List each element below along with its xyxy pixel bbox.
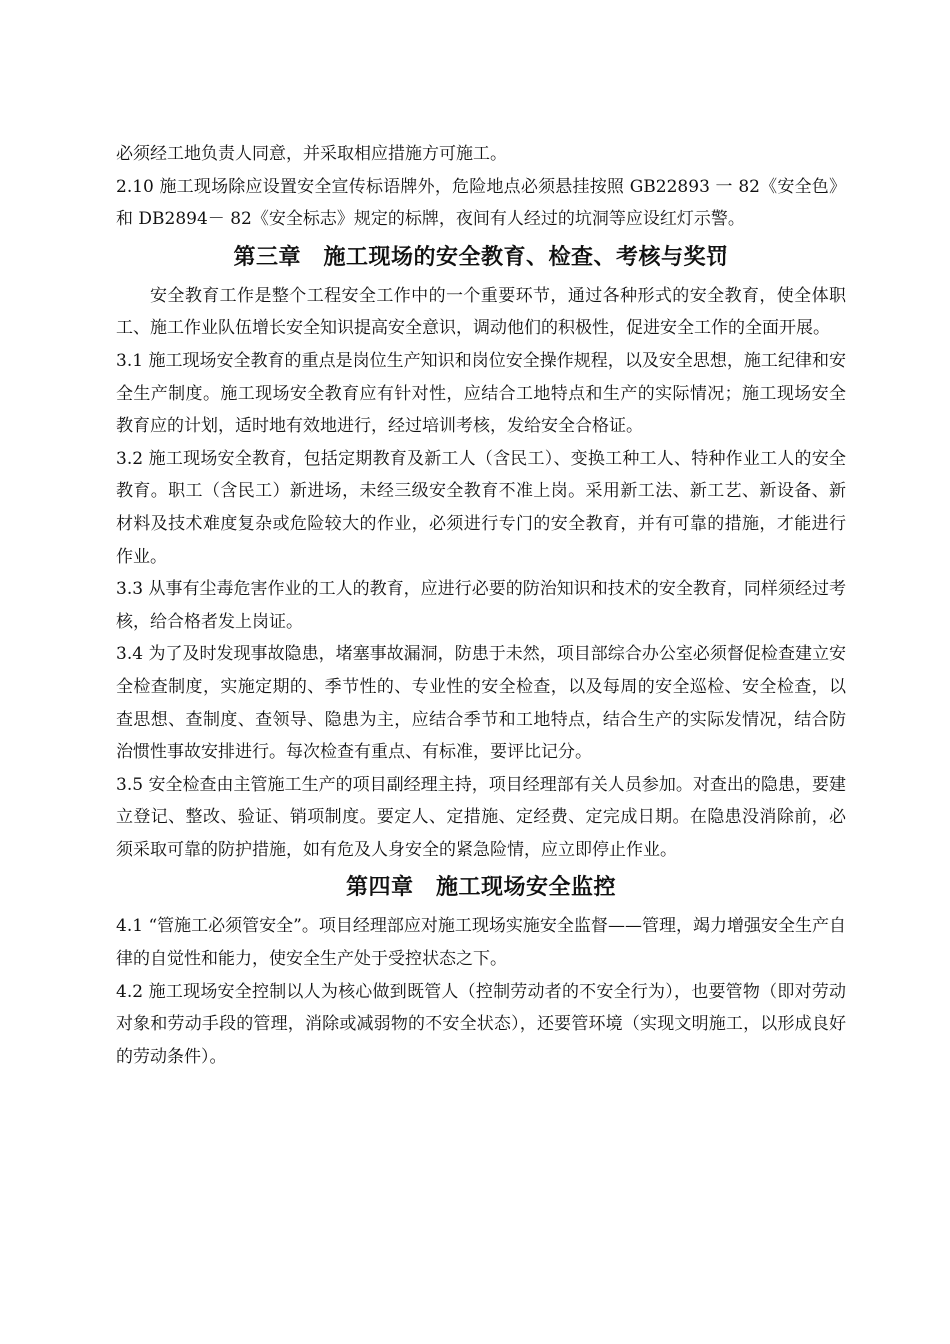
paragraph-2-10: 2.10 施工现场除应设置安全宣传标语牌外，危险地点必须悬挂按照 GB22893 一 82《安全色》和 DB2894－ 82《安全标志》规定的标牌，夜间有人经过的坑洞等应设红灯示警。 [116, 176, 846, 230]
paragraph-3-5: 3.5 安全检查由主管施工生产的项目副经理主持，项目经理部有关人员参加。对查出的隐患，要建立登记、整改、验证、销项制度。要定人、定措施、定经费、定完成日期。在隐患没消除前，必须采取可靠的防护措施，如有危及人身安全的紧急险情，应立即停止作业。 [116, 774, 846, 860]
paragraph-continuation: 必须经工地负责人同意，并采取相应措施方可施工。 [116, 144, 507, 164]
paragraph-3-4: 3.4 为了及时发现事故隐患，堵塞事故漏洞，防患于未然，项目部综合办公室必须督促检查建立安全检查制度，实施定期的、季节性的、专业性的安全检查，以及每周的安全巡检、安全检查，以查思想、查制度、查领导、隐患为主，应结合季节和工地特点，结合生产的实际发情况，结合防治惯性事故安排进行。每次检查有重点、有标准，要评比记分。 [116, 644, 846, 763]
paragraph-3-3: 3.3 从事有尘毒危害作业的工人的教育，应进行必要的防治知识和技术的安全教育，同样须经过考核，给合格者发上岗证。 [116, 579, 846, 632]
paragraph-3-2: 3.2 施工现场安全教育，包括定期教育及新工人（含民工）、变换工种工人、特种作业工人的安全教育。职工（含民工）新进场，未经三级安全教育不准上岗。采用新工法、新工艺、新设备、新材料及技术难度复杂或危险较大的作业，必须进行专门的安全教育，并有可靠的措施，才能进行作业。 [116, 448, 846, 567]
chapter-3-heading: 第三章 施工现场的安全教育、检查、考核与奖罚 [233, 244, 729, 270]
paragraph-4-1: 4.1 “管施工必须管安全”。项目经理部应对施工现场实施安全监督——管理，竭力增强安全生产自律的自觉性和能力，使安全生产处于受控状态之下。 [116, 916, 846, 970]
paragraph-3-1: 3.1 施工现场安全教育的重点是岗位生产知识和岗位安全操作规程，以及安全思想，施工纪律和安全生产制度。施工现场安全教育应有针对性，应结合工地特点和生产的实际情况；施工现场安全教育应的计划，适时地有效地进行，经过培训考核，发给安全合格证。 [116, 350, 846, 437]
document-body [116, 138, 846, 1073]
chapter-4-heading: 第四章 施工现场安全监控 [345, 875, 616, 901]
chapter-3-intro: 安全教育工作是整个工程安全工作中的一个重要环节，通过各种形式的安全教育，使全体职工、施工作业队伍增长安全知识提高安全意识，调动他们的积极性，促进安全工作的全面开展。 [116, 285, 846, 339]
paragraph-4-2: 4.2 施工现场安全控制以人为核心做到既管人（控制劳动者的不安全行为），也要管物（即对劳动对象和劳动手段的管理，消除或减弱物的不安全状态），还要管环境（实现文明施工，以形成良好的劳动条件）。 [116, 981, 846, 1067]
